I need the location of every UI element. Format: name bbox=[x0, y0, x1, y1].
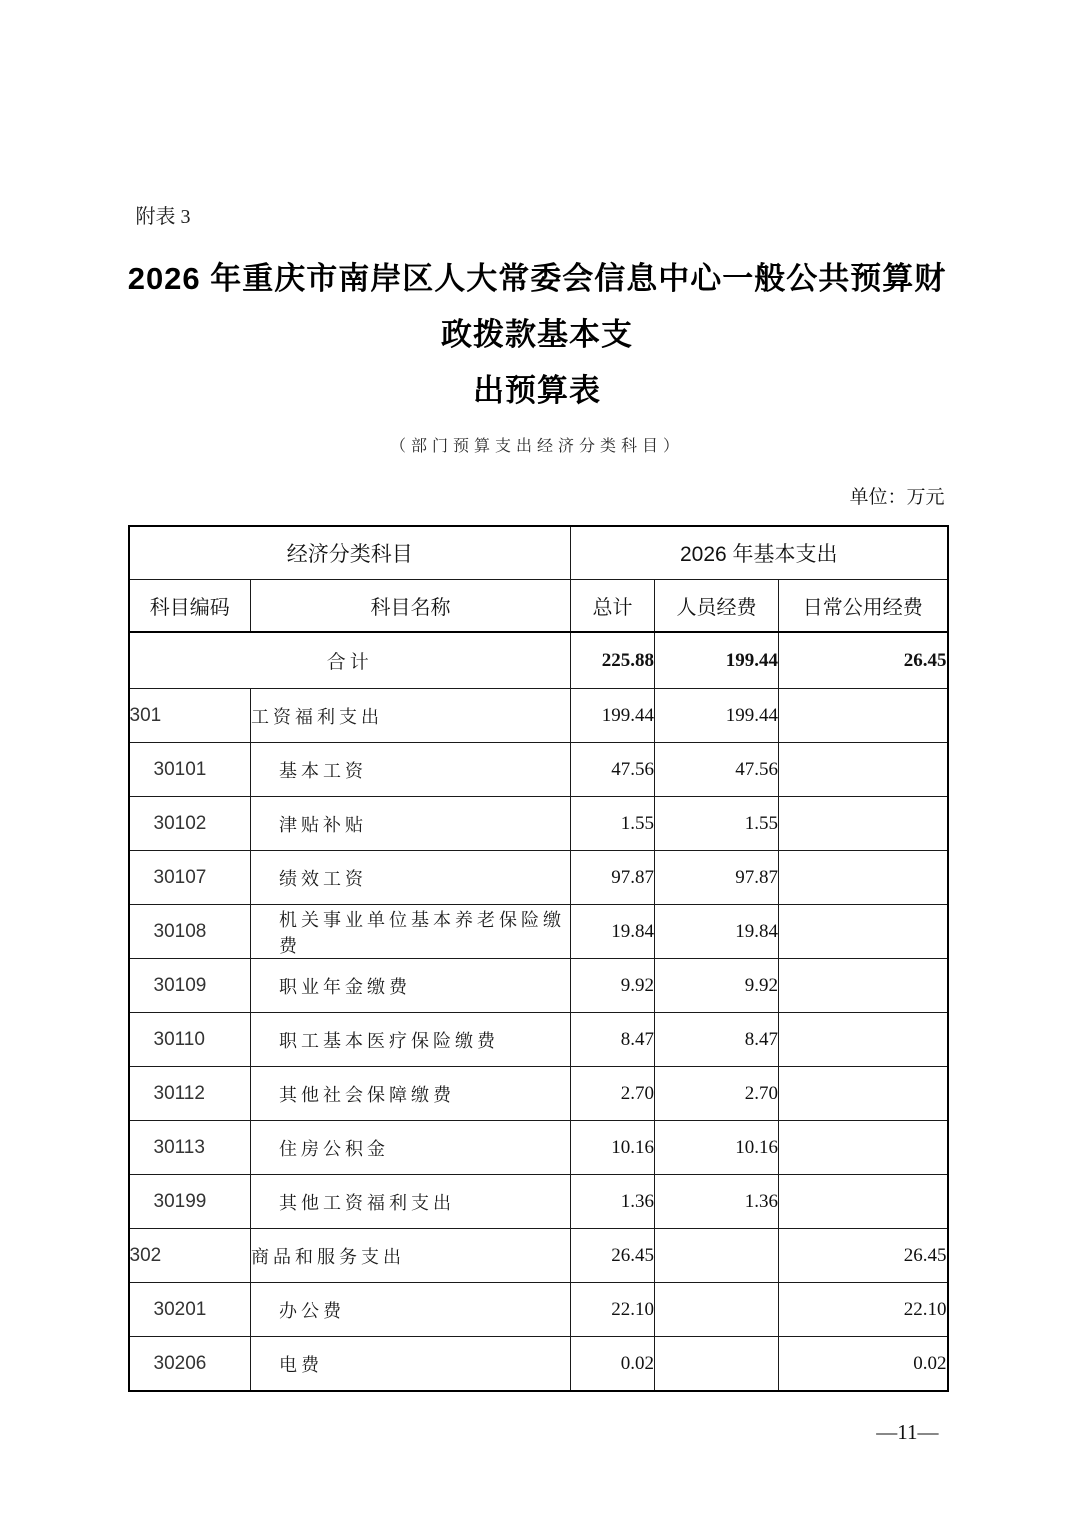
row-personnel: 9.92 bbox=[655, 959, 779, 1013]
total-row-label: 合计 bbox=[129, 632, 571, 689]
table-row bbox=[129, 959, 948, 1013]
table-row bbox=[129, 743, 948, 797]
attachment-tag: 附表 3 bbox=[135, 206, 191, 228]
total-row-personnel: 199.44 bbox=[655, 632, 779, 689]
row-personnel: 2.70 bbox=[655, 1067, 779, 1121]
row-name: 津贴补贴 bbox=[251, 797, 571, 851]
row-daily bbox=[779, 1175, 948, 1229]
row-daily bbox=[779, 1121, 948, 1175]
header-total: 总计 bbox=[571, 580, 655, 633]
row-total: 47.56 bbox=[571, 743, 655, 797]
table-row bbox=[129, 1121, 948, 1175]
row-personnel: 1.36 bbox=[655, 1175, 779, 1229]
row-code: 30101 bbox=[129, 743, 251, 797]
row-name: 职业年金缴费 bbox=[251, 959, 571, 1013]
row-total: 9.92 bbox=[571, 959, 655, 1013]
row-daily: 22.10 bbox=[779, 1283, 948, 1337]
document-content bbox=[128, 0, 947, 1445]
table-group-header-row bbox=[129, 526, 948, 580]
total-row-total: 225.88 bbox=[571, 632, 655, 689]
row-name: 住房公积金 bbox=[251, 1121, 571, 1175]
header-subject-code: 科目编码 bbox=[129, 580, 251, 633]
row-total: 26.45 bbox=[571, 1229, 655, 1283]
row-code: 302 bbox=[129, 1229, 251, 1283]
row-personnel: 19.84 bbox=[655, 905, 779, 959]
header-subject-name: 科目名称 bbox=[251, 580, 571, 633]
table-subheader-row bbox=[129, 580, 948, 633]
page-subtitle: （部门预算支出经济分类科目） bbox=[389, 438, 684, 455]
row-code: 301 bbox=[129, 689, 251, 743]
row-name: 办公费 bbox=[251, 1283, 571, 1337]
total-row-daily: 26.45 bbox=[779, 632, 948, 689]
row-name: 绩效工资 bbox=[251, 851, 571, 905]
table-row bbox=[129, 1337, 948, 1392]
row-personnel: 10.16 bbox=[655, 1121, 779, 1175]
row-code: 30109 bbox=[129, 959, 251, 1013]
row-total: 2.70 bbox=[571, 1067, 655, 1121]
row-total: 199.44 bbox=[571, 689, 655, 743]
row-code: 30206 bbox=[129, 1337, 251, 1392]
table-row bbox=[129, 1229, 948, 1283]
budget-table bbox=[128, 525, 949, 1392]
table-row bbox=[129, 1067, 948, 1121]
unit-label: 单位：万元 bbox=[849, 487, 945, 508]
row-name: 工资福利支出 bbox=[251, 689, 571, 743]
row-total: 19.84 bbox=[571, 905, 655, 959]
row-total: 22.10 bbox=[571, 1283, 655, 1337]
row-daily: 26.45 bbox=[779, 1229, 948, 1283]
row-code: 30102 bbox=[129, 797, 251, 851]
page-title bbox=[128, 251, 947, 419]
table-row bbox=[129, 1013, 948, 1067]
row-daily bbox=[779, 797, 948, 851]
page-title-line1: 2026 年重庆市南岸区人大常委会信息中心一般公共预算财政拨款基本支 bbox=[127, 261, 947, 352]
row-code: 30201 bbox=[129, 1283, 251, 1337]
row-personnel bbox=[655, 1229, 779, 1283]
header-personnel-funds: 人员经费 bbox=[655, 580, 779, 633]
row-total: 1.55 bbox=[571, 797, 655, 851]
row-code: 30113 bbox=[129, 1121, 251, 1175]
row-daily bbox=[779, 959, 948, 1013]
row-personnel bbox=[655, 1283, 779, 1337]
row-daily bbox=[779, 1067, 948, 1121]
row-daily bbox=[779, 1013, 948, 1067]
row-name: 基本工资 bbox=[251, 743, 571, 797]
row-personnel: 1.55 bbox=[655, 797, 779, 851]
header-basic-expenditure: 2026 年基本支出 bbox=[571, 526, 948, 580]
row-personnel bbox=[655, 1337, 779, 1392]
row-daily: 0.02 bbox=[779, 1337, 948, 1392]
table-row bbox=[129, 1175, 948, 1229]
row-daily bbox=[779, 851, 948, 905]
row-total: 10.16 bbox=[571, 1121, 655, 1175]
table-row bbox=[129, 797, 948, 851]
table-row bbox=[129, 851, 948, 905]
row-code: 30110 bbox=[129, 1013, 251, 1067]
row-name: 职工基本医疗保险缴费 bbox=[251, 1013, 571, 1067]
table-total-row bbox=[129, 632, 948, 689]
table-row bbox=[129, 905, 948, 959]
table-row bbox=[129, 689, 948, 743]
row-code: 30112 bbox=[129, 1067, 251, 1121]
row-personnel: 199.44 bbox=[655, 689, 779, 743]
row-total: 0.02 bbox=[571, 1337, 655, 1392]
table-row bbox=[129, 1283, 948, 1337]
row-daily bbox=[779, 905, 948, 959]
header-daily-public-funds: 日常公用经费 bbox=[779, 580, 948, 633]
row-total: 8.47 bbox=[571, 1013, 655, 1067]
row-name: 商品和服务支出 bbox=[251, 1229, 571, 1283]
row-name: 电费 bbox=[251, 1337, 571, 1392]
row-personnel: 47.56 bbox=[655, 743, 779, 797]
row-total: 97.87 bbox=[571, 851, 655, 905]
page-title-line2: 出预算表 bbox=[473, 373, 601, 408]
row-name: 其他社会保障缴费 bbox=[251, 1067, 571, 1121]
row-personnel: 97.87 bbox=[655, 851, 779, 905]
row-code: 30108 bbox=[129, 905, 251, 959]
row-name: 机关事业单位基本养老保险缴费 bbox=[251, 905, 571, 959]
header-economic-classification: 经济分类科目 bbox=[129, 526, 571, 580]
row-daily bbox=[779, 743, 948, 797]
row-code: 30199 bbox=[129, 1175, 251, 1229]
row-name: 其他工资福利支出 bbox=[251, 1175, 571, 1229]
row-personnel: 8.47 bbox=[655, 1013, 779, 1067]
page-number: —11— bbox=[876, 1420, 939, 1444]
row-code: 30107 bbox=[129, 851, 251, 905]
row-total: 1.36 bbox=[571, 1175, 655, 1229]
row-daily bbox=[779, 689, 948, 743]
